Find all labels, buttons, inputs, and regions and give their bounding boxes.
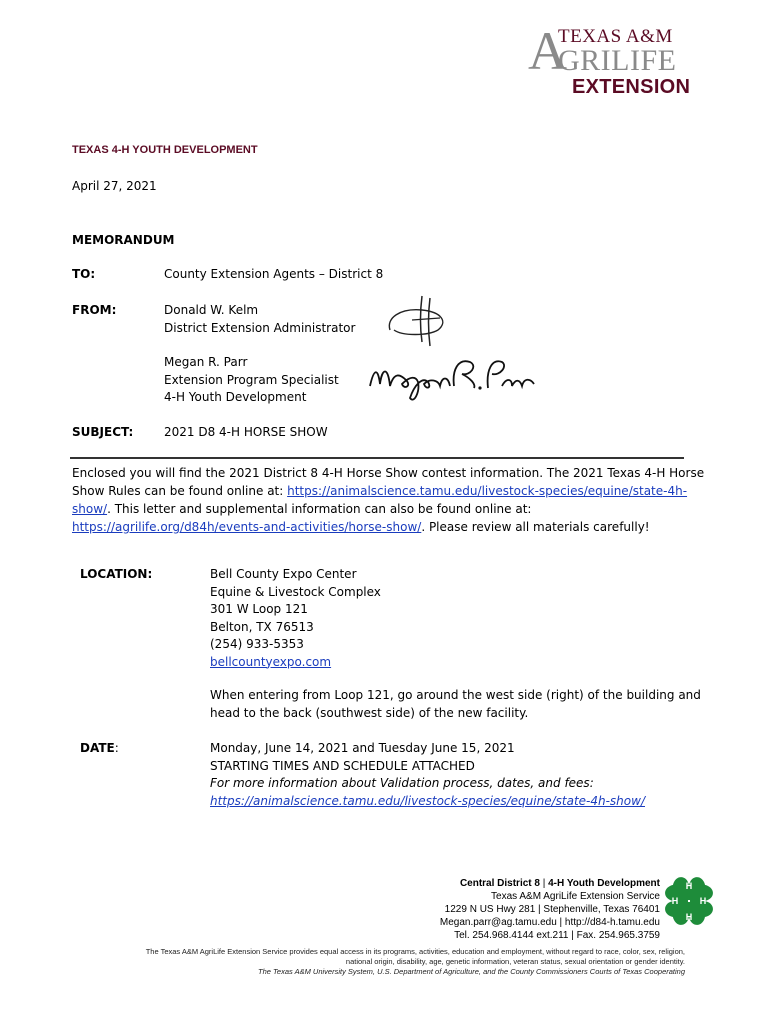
footer-line-1: [440, 877, 660, 890]
date-label-text: DATE: [80, 741, 115, 755]
disclaimer-line-3: The Texas A&M University System, U.S. Department of Agriculture, and the County Commissioners Courts of Texas Cooperating: [258, 967, 685, 976]
date-line-2: STARTING TIMES AND SCHEDULE ATTACHED: [210, 758, 475, 773]
divider-rule: [70, 457, 684, 459]
from-name-1: Donald W. Kelm: [164, 303, 259, 317]
from-title-1: District Extension Administrator: [164, 321, 356, 335]
agrilife-logo: [528, 18, 718, 98]
footer-program: 4-H Youth Development: [548, 878, 660, 889]
date-line-1: Monday, June 14, 2021 and Tuesday June 15, 2021: [210, 741, 515, 755]
location-line-3: 301 W Loop 121: [210, 602, 308, 616]
footer-contact: [440, 877, 660, 942]
footer-separator: |: [539, 878, 549, 889]
department-title: TEXAS 4-H YOUTH DEVELOPMENT: [72, 144, 258, 156]
from-label: FROM:: [72, 303, 117, 317]
svg-text:H: H: [671, 896, 679, 906]
location-block: [210, 566, 710, 722]
from-title-2a: Extension Program Specialist: [164, 373, 339, 387]
footer-line-3: 1229 N US Hwy 281 | Stephenville, Texas 76401: [444, 904, 660, 915]
location-directions: When entering from Loop 121, go around the west side (right) of the building and head to the back (southwest side) of the new facility.: [210, 688, 701, 720]
svg-text:H: H: [685, 881, 693, 891]
logo-texas-am: TEXAS A&M: [558, 26, 673, 47]
memo-date: April 27, 2021: [72, 179, 157, 193]
validation-link[interactable]: https://animalscience.tamu.edu/livestock-species/equine/state-4h-show/: [210, 793, 645, 808]
intro-paragraph: [72, 464, 712, 536]
from-name-2: Megan R. Parr: [164, 355, 248, 369]
subject-label: SUBJECT:: [72, 425, 134, 439]
location-line-4: Belton, TX 76513: [210, 619, 314, 634]
svg-text:H: H: [699, 896, 707, 906]
date-label-colon: :: [114, 741, 119, 755]
location-line-2: Equine & Livestock Complex: [210, 584, 381, 599]
from-title-2b: 4-H Youth Development: [164, 390, 307, 404]
to-value: County Extension Agents – District 8: [164, 267, 384, 281]
disclaimer-line-2: national origin, disability, age, genetic information, veteran status, sexual orientation or gender identity.: [345, 957, 685, 966]
4h-clover-icon: [658, 870, 720, 932]
intro-text-2: . This letter and supplemental information can also be found online at:: [107, 502, 532, 516]
location-line-1: Bell County Expo Center: [210, 567, 357, 581]
state-rules-link[interactable]: https://animalscience.tamu.edu/livestock-species/equine/state-4h-show/: [72, 484, 688, 516]
location-phone: (254) 933-5353: [210, 637, 304, 651]
intro-text-3: . Please review all materials carefully!: [421, 520, 650, 534]
logo-extension: EXTENSION: [572, 76, 691, 98]
memo-heading: MEMORANDUM: [72, 233, 175, 247]
date-line-3: For more information about Validation process, dates, and fees:: [210, 776, 594, 790]
to-label: TO:: [72, 267, 96, 281]
svg-text:H: H: [685, 912, 693, 922]
signature-parr: [366, 346, 541, 406]
footer-line-4: Megan.parr@ag.tamu.edu | http://d84-h.tamu.edu: [439, 917, 660, 928]
disclaimer-line-1: The Texas A&M AgriLife Extension Service provides equal access in its programs, activities, education and employment, without regard to race, color, sex, religion,: [145, 947, 685, 956]
intro-text-1: Enclosed you will find the 2021 District 8 4-H Horse Show contest information. The 2021 Texas 4-H Horse Show Rules can be found online at:: [72, 466, 705, 498]
footer-line-5: Tel. 254.968.4144 ext.211 | Fax. 254.965.3759: [454, 930, 660, 941]
subject-value: 2021 D8 4-H HORSE SHOW: [164, 425, 328, 439]
signature-kelm: [382, 292, 492, 352]
d8-horse-show-link[interactable]: https://agrilife.org/d84h/events-and-activities/horse-show/: [72, 520, 422, 534]
disclaimer: [60, 947, 685, 977]
date-label: [80, 741, 119, 755]
expo-website-link[interactable]: bellcountyexpo.com: [210, 654, 332, 669]
date-block: [210, 740, 710, 810]
footer-district: Central District 8: [459, 878, 540, 889]
logo-agrilife: GRILIFE: [558, 44, 677, 77]
footer-line-2: Texas A&M AgriLife Extension Service: [491, 891, 660, 902]
location-label: LOCATION:: [80, 567, 153, 581]
logo-big-letter: A: [528, 21, 567, 81]
